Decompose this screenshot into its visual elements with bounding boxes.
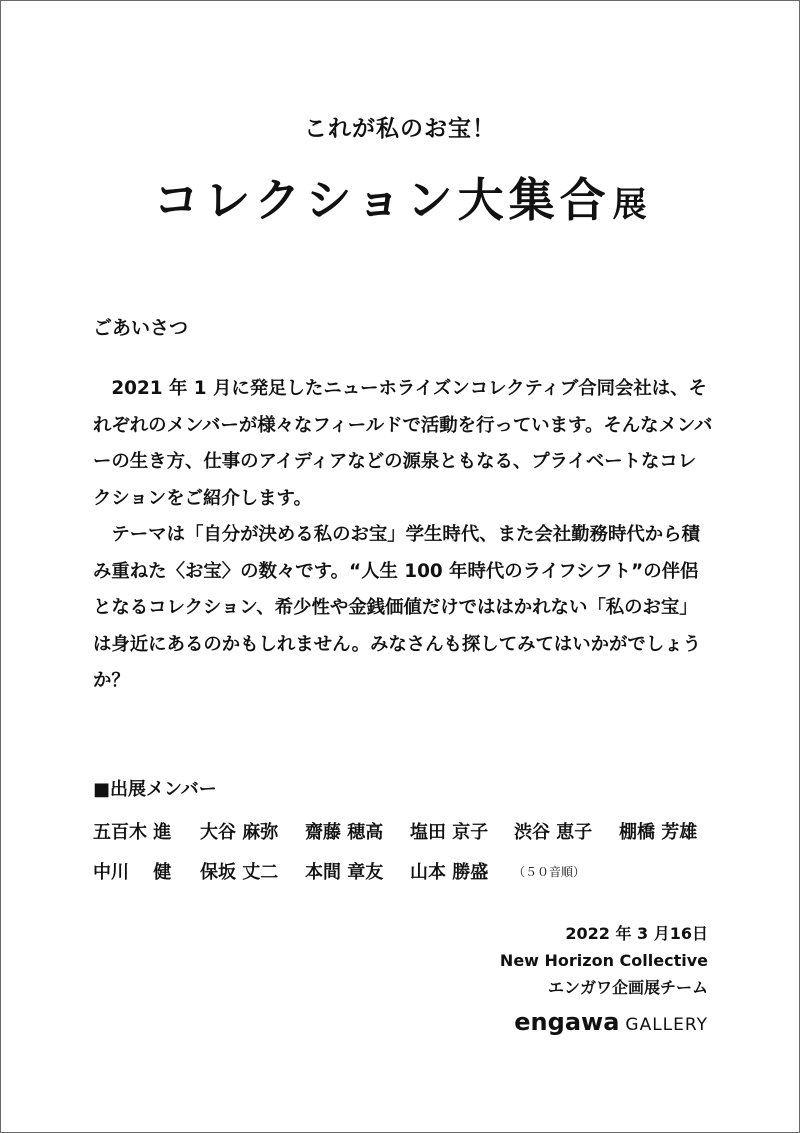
member-name: 渋谷 恵子 <box>514 822 593 843</box>
logo-part-1: engawa <box>514 1008 620 1036</box>
member-name: 中川 健 <box>93 862 172 883</box>
footer-organization: New Horizon Collective <box>499 951 708 970</box>
member-name: 山本 勝盛 <box>410 862 489 883</box>
member-name: 保坂 丈二 <box>200 862 279 883</box>
footer <box>500 920 708 1001</box>
member-name: 棚橋 芳雄 <box>619 822 698 843</box>
members-heading: ■出展メンバー <box>93 779 217 800</box>
greeting-heading: ごあいさつ <box>93 317 189 339</box>
title-main: コレクション大集合 <box>153 173 611 227</box>
engawa-gallery-logo <box>514 1008 708 1036</box>
member-name: 塩田 京子 <box>410 822 489 843</box>
member-name: 大谷 麻弥 <box>200 822 279 843</box>
body-paragraph-2: テーマは「自分が決める私のお宝」学生時代、また会社勤務時代から積み重ねた〈お宝〉の数々です。“人生 100 年時代のライフシフト”の伴侶となるコレクション、希少性や金銭価値だけでははかれない「私のお宝」は身近にあるのかもしれません。みなさんも探してみてはいかがでしょうか？ <box>93 524 701 691</box>
order-note: （５０音順） <box>513 865 586 879</box>
footer-date: 2022 年 3 月16日 <box>565 924 708 943</box>
greeting-body <box>93 371 713 700</box>
footer-team: エンガワ企画展チーム <box>547 978 708 997</box>
exhibition-title <box>0 164 800 230</box>
logo-part-2: GALLERY <box>625 1015 708 1035</box>
member-name: 齋藤 穂高 <box>305 822 384 843</box>
member-name: 五百木 進 <box>93 822 172 843</box>
body-paragraph-1: 2021 年 1 月に発足したニューホライズンコレクティブ合同会社は、それぞれのメンバーが様々なフィールドで活動を行っています。そんなメンバーの生き方、仕事のアイディアなどの源泉ともなる、プライベートなコレクションをご紹介します。 <box>93 378 713 509</box>
title-suffix: 展 <box>612 185 647 225</box>
member-name: 本間 章友 <box>305 862 384 883</box>
subtitle: これが私のお宝！ <box>304 116 496 142</box>
